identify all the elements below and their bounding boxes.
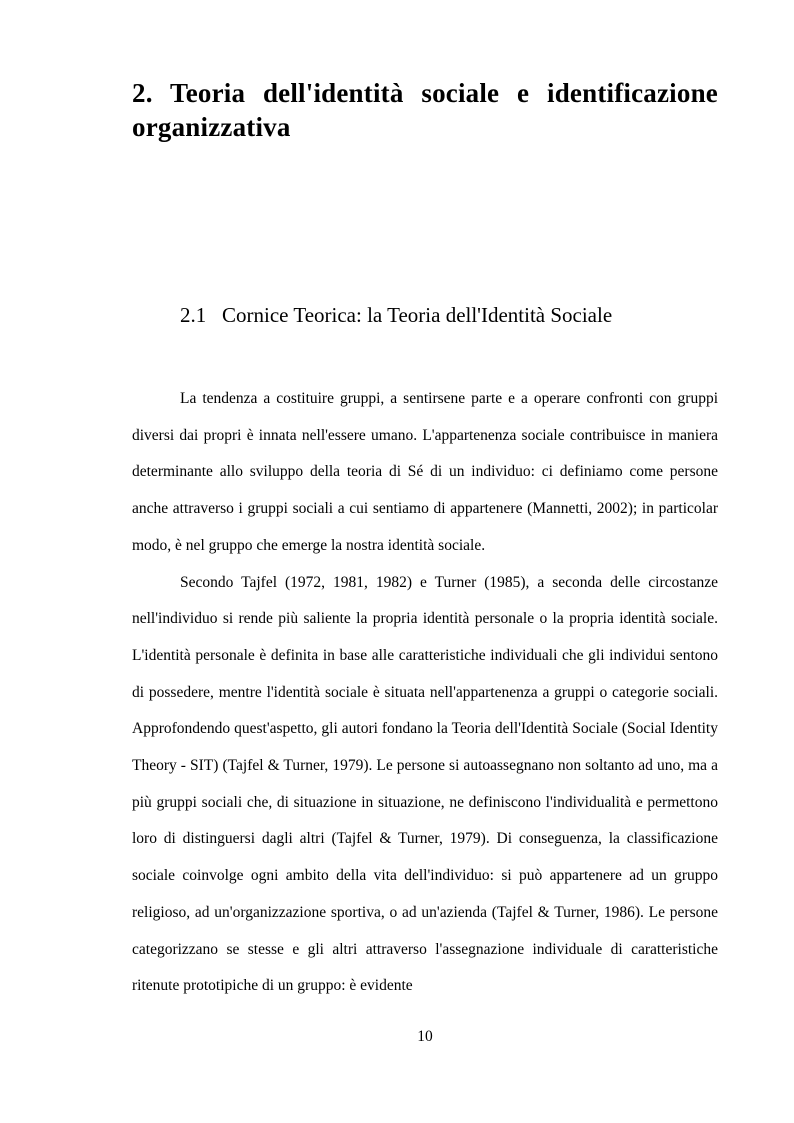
section-number: 2.1	[180, 303, 207, 327]
paragraph-2: Secondo Tajfel (1972, 1981, 1982) e Turner (1985), a seconda delle circostanze nell'individuo si rende più saliente la propria identità personale o la propria identità sociale. L'identità personale è definita in base alle caratteristiche individuali che gli individui sentono di possedere, mentre l'identità sociale è situata nell'appartenenza a gruppi o categorie sociali. Approfondendo quest'aspetto, gli autori fondano la Teoria dell'Identità Sociale (Social Identity Theory - SIT) (Tajfel & Turner, 1979). Le persone si autoassegnano non soltanto ad uno, ma a più gruppi sociali che, di situazione in situazione, ne definiscono l'individualità e permettono loro di distinguersi dagli altri (Tajfel & Turner, 1979). Di conseguenza, la classificazione sociale coinvolge ogni ambito della vita dell'individuo: si può appartenere ad un gruppo religioso, ad un'organizzazione sportiva, o ad un'azienda (Tajfel & Turner, 1986). Le persone categorizzano se stesse e gli altri attraverso l'assegnazione individuale di caratteristiche ritenute prototipiche di un gruppo: è evidente	[132, 573, 718, 995]
chapter-title: 2. Teoria dell'identità sociale e identificazione organizzativa	[132, 78, 718, 142]
body-text	[132, 381, 718, 1005]
section-title: Cornice Teorica: la Teoria dell'Identità Sociale	[222, 303, 613, 327]
section-heading	[180, 301, 612, 329]
paragraph-1: La tendenza a costituire gruppi, a sentirsene parte e a operare confronti con gruppi diversi dai propri è innata nell'essere umano. L'appartenenza sociale contribuisce in maniera determinante allo sviluppo della teoria di Sé di un individuo: ci definiamo come persone anche attraverso i gruppi sociali a cui sentiamo di appartenere (Mannetti, 2002); in particolar modo, è nel gruppo che emerge la nostra identità sociale.	[132, 390, 718, 554]
page-number: 10	[417, 1028, 433, 1045]
